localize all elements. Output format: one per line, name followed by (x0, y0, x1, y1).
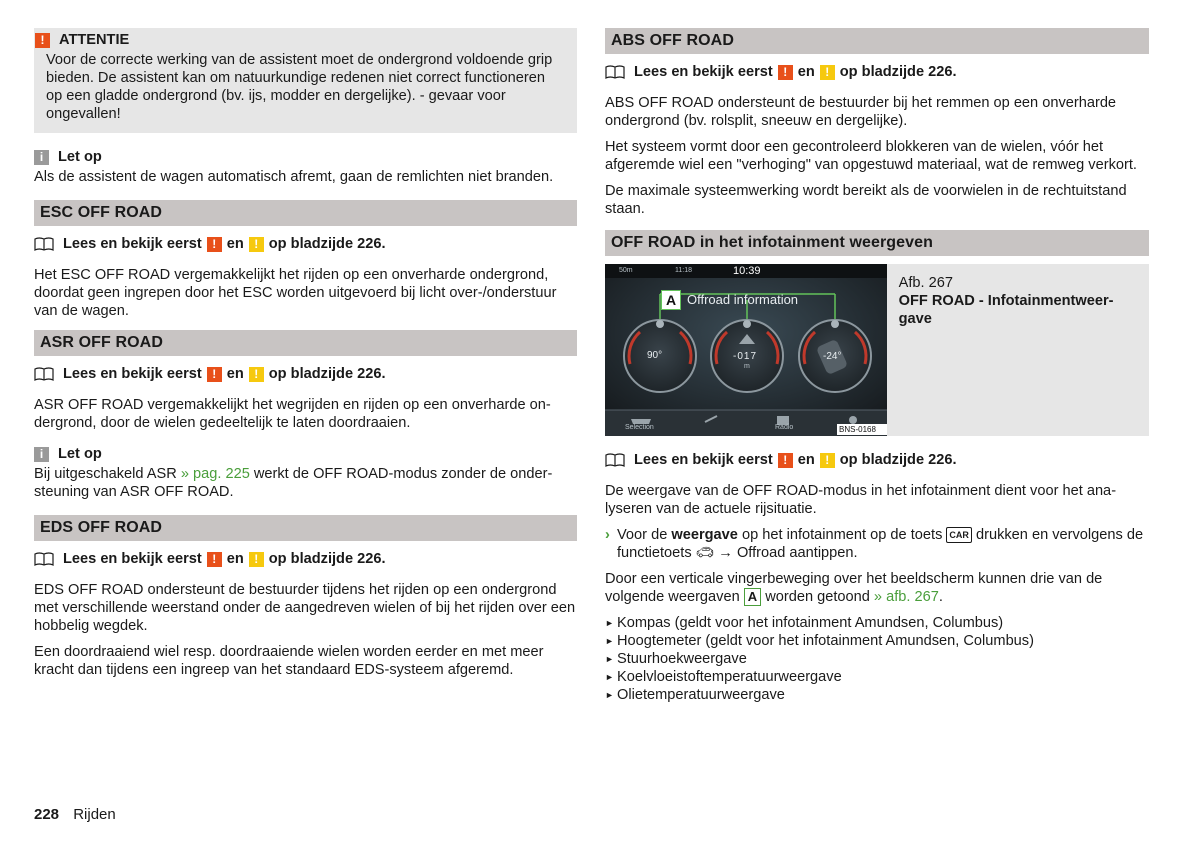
caution-icon: ! (820, 65, 835, 80)
book-icon (34, 367, 54, 381)
infotainment-screen-image (605, 264, 887, 436)
note-header (34, 147, 577, 167)
note-text: Als de assistent de wagen automatisch afremt, gaan de remlichten niet branden. (34, 169, 554, 185)
list-item: ► Stuurhoekweergave (605, 650, 1149, 668)
ref-text-mid: en (797, 452, 815, 468)
warning-box (34, 28, 577, 133)
ref-text-post: op bladzijde 226. (268, 551, 386, 567)
caution-icon: ! (249, 367, 264, 382)
section-heading-infotainment: OFF ROAD in het infotainment weergeven (605, 230, 1149, 256)
ref-text-mid: en (226, 236, 244, 252)
gauge-compass-value: 90° (647, 350, 663, 361)
list-item: ► Koelvloeistoftemperatuurweergave (605, 668, 1149, 686)
warning-icon: ! (35, 33, 50, 48)
cross-reference (605, 450, 1149, 470)
ref-text-post: op bladzijde 226. (839, 452, 957, 468)
ref-text-post: op bladzijde 226. (268, 236, 386, 252)
ref-text-mid: en (226, 551, 244, 567)
gauge-steering-value: -24° (823, 351, 842, 362)
page-footer (34, 806, 116, 824)
list-item: ► Olietemperatuurweergave (605, 686, 1149, 704)
eds-paragraph-2: Een doordraaiend wiel resp. doordraaiende wielen worden eerder en met meer kracht dan tijdens een ingreep van het standaard EDS-systeem afgeremd. (34, 644, 544, 678)
caution-icon: ! (820, 453, 835, 468)
figure-title: OFF ROAD - Infotainmentweergave (898, 293, 1114, 327)
callout-letter: A (661, 290, 681, 310)
step-arrow-icon: › (605, 527, 610, 543)
gauge-altitude-unit: m (744, 363, 750, 370)
warning-text: Voor de correcte werking van de assistent moet de ondergrond voldoende grip bieden. De assistent kan om natuurkundige redenen niet correct functioneren op een gladde ondergrond (bv. ijs, modder en dergelijke). - gevaar voor ongevallen! (46, 52, 553, 122)
warning-icon: ! (207, 367, 222, 382)
note-title: Let op (58, 446, 102, 462)
warning-title: ATTENTIE (59, 32, 130, 48)
ref-text-pre: Lees en bekijk eerst (634, 452, 773, 468)
cross-reference (34, 234, 577, 254)
book-icon (605, 453, 625, 467)
tab-selection[interactable]: Selection (625, 424, 654, 431)
book-icon (34, 552, 54, 566)
warning-icon: ! (207, 237, 222, 252)
cross-reference (34, 364, 577, 384)
left-column (34, 28, 577, 687)
ref-text-post: op bladzijde 226. (268, 366, 386, 382)
gauge-altitude-value: -017 (733, 351, 758, 362)
instruction-step: › Voor de weergave op het infotainment op de toets CAR drukken en vervolgens de functietoets 🚗︎ → Offroad aantippen. (605, 527, 1144, 561)
abs-paragraph-3: De maximale systeemwerking wordt bereikt als de voorwielen in de rechtuitstand staan. (605, 183, 1127, 217)
car-key-icon: CAR (946, 527, 972, 543)
caution-icon: ! (249, 237, 264, 252)
section-heading-asr: ASR OFF ROAD (34, 330, 577, 356)
figure-caption (887, 264, 1149, 436)
right-column (605, 28, 1149, 704)
note-block-2 (34, 444, 577, 501)
abs-paragraph-1: ABS OFF ROAD ondersteunt de bestuurder bij het remmen op een onverharde ondergrond (bv. rolsplit, sneeuw en dergelijke). (605, 95, 1117, 129)
list-item: ► Kompas (geldt voor het infotainment Amundsen, Columbus) (605, 614, 1149, 632)
callout-label: Offroad information (687, 292, 799, 307)
chapter-name: Rijden (73, 806, 116, 823)
note-title: Let op (58, 149, 102, 165)
figure-link[interactable]: » afb. 267 (873, 589, 939, 605)
note-header (34, 444, 577, 464)
figure-code: BNS-0168 (839, 425, 876, 434)
status-clock-small: 11:18 (675, 267, 692, 274)
abs-paragraph-2: Het systeem vormt door een gecontroleerd blokkeren van de wielen, vóór het afgeremde wiel een "verhoging" van opgestuwd materiaal, wat de remweg verkort. (605, 139, 1137, 173)
ref-text-post: op bladzijde 226. (839, 64, 957, 80)
note-text: Bij uitgeschakeld ASR » pag. 225 werkt de OFF ROAD-modus zonder de ondersteuning van ASR OFF ROAD. (34, 466, 553, 500)
ref-text-pre: Lees en bekijk eerst (63, 366, 202, 382)
book-icon (34, 237, 54, 251)
info-icon: i (34, 150, 49, 165)
asr-paragraph: ASR OFF ROAD vergemakkelijkt het wegrijden en rijden op een onverharde ondergrond, door de wielen gedeeltelijk te laten doordraaien. (34, 397, 551, 431)
warning-icon: ! (778, 453, 793, 468)
infotainment-paragraph-1: De weergave van de OFF ROAD-modus in het infotainment dient voor het analyseren van de actuele rijsituatie. (605, 483, 1117, 517)
callout-a-box: A (744, 588, 761, 606)
page-number: 228 (34, 806, 60, 823)
clock-display: 10:39 (733, 265, 761, 277)
caution-icon: ! (249, 552, 264, 567)
eds-paragraph-1: EDS OFF ROAD ondersteunt de bestuurder tijdens het rijden op een ondergrond met verschillende weerstand onder de aangedreven wielen of bij het rijden over een hobbelig wegdek. (34, 582, 576, 634)
offroad-softkey: Offroad (736, 545, 786, 561)
list-item: ► Hoogtemeter (geldt voor het infotainment Amundsen, Columbus) (605, 632, 1149, 650)
ref-text-mid: en (797, 64, 815, 80)
infotainment-paragraph-2: Door een verticale vingerbeweging over het beeldscherm kunnen drie van de volgende weergaven A worden getoond » afb. 267. (605, 571, 1103, 605)
cross-reference (34, 549, 577, 569)
ref-text-pre: Lees en bekijk eerst (634, 64, 773, 80)
ref-text-mid: en (226, 366, 244, 382)
section-heading-eds: EDS OFF ROAD (34, 515, 577, 541)
tab-radio[interactable]: Radio (775, 424, 794, 431)
status-speed: 50m (619, 267, 633, 274)
warning-header (34, 30, 565, 50)
car-icon: 🚗︎ (695, 545, 715, 561)
display-list (605, 614, 1149, 704)
section-heading-esc: ESC OFF ROAD (34, 200, 577, 226)
figure-number: Afb. 267 (898, 275, 953, 291)
ref-text-pre: Lees en bekijk eerst (63, 236, 202, 252)
info-icon: i (34, 447, 49, 462)
figure (605, 264, 1149, 436)
esc-paragraph: Het ESC OFF ROAD vergemakkelijkt het rijden op een onverharde ondergrond, doordat geen ingrepen door het ESC worden uitgevoerd bij licht over-/onderstuur van de wagen. (34, 267, 557, 319)
ref-text-pre: Lees en bekijk eerst (63, 551, 202, 567)
book-icon (605, 65, 625, 79)
warning-icon: ! (207, 552, 222, 567)
note-block-1 (34, 147, 577, 186)
warning-icon: ! (778, 65, 793, 80)
page-link[interactable]: » pag. 225 (180, 466, 250, 482)
cross-reference (605, 62, 1149, 82)
section-heading-abs: ABS OFF ROAD (605, 28, 1149, 54)
